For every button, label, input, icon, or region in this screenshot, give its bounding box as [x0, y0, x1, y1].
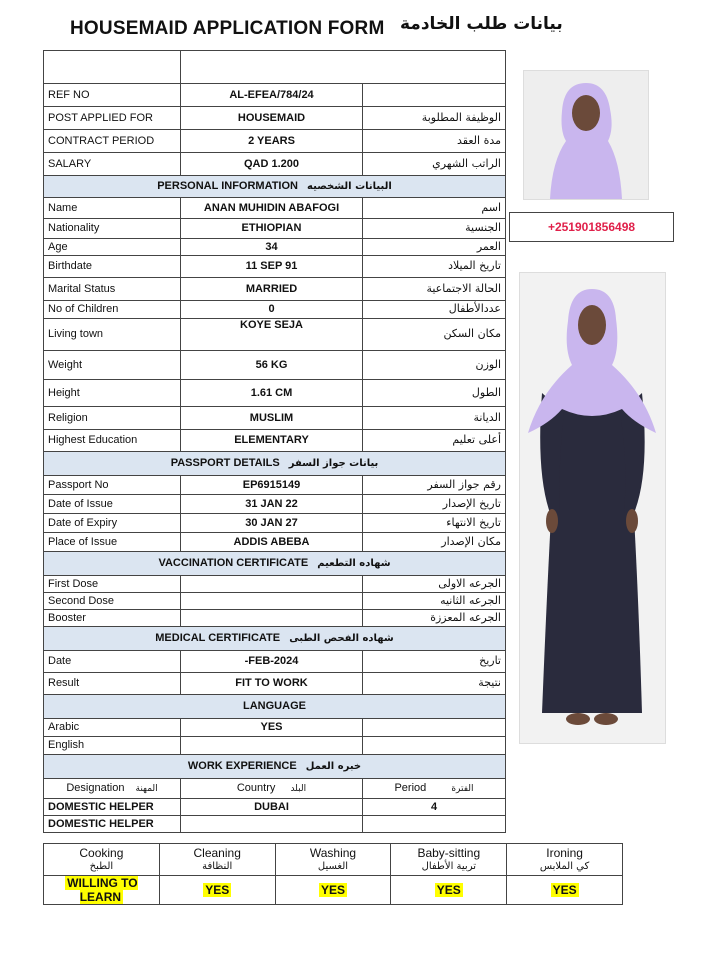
row-label-arabic: الجرعه المعززة: [363, 610, 506, 627]
personal-title: PERSONAL INFORMATION: [157, 180, 298, 193]
row-label-arabic: الجرعه الثانيه: [363, 593, 506, 610]
work-country: DUBAI: [181, 799, 363, 816]
row-value: MARRIED: [181, 278, 363, 301]
row-label: Arabic: [44, 719, 181, 737]
row-value: 1.61 CM: [181, 380, 363, 407]
skill-value: YES: [205, 883, 230, 897]
row-value: [181, 610, 363, 627]
portrait-illustration: [524, 71, 648, 199]
skill-value: YES: [436, 883, 461, 897]
salary-row: [44, 153, 506, 176]
application-form-table: [43, 50, 506, 833]
country-header: Country: [236, 782, 276, 795]
row-label: Weight: [44, 351, 181, 380]
ref-label: REF NO: [44, 84, 181, 107]
personal-row: [44, 239, 506, 256]
row-label-arabic: الديانة: [363, 407, 506, 430]
vaccination-section-header: [44, 552, 506, 576]
form-title: HOUSEMAID APPLICATION FORM: [70, 18, 385, 39]
row-label-arabic: تاريخ: [363, 651, 506, 673]
row-label-arabic: تاريخ الإصدار: [363, 495, 506, 514]
row-value: ETHIOPIAN: [181, 219, 363, 239]
row-label: Date of Issue: [44, 495, 181, 514]
passport-section-header: [44, 452, 506, 476]
row-label-arabic: الجنسية: [363, 219, 506, 239]
row-label-arabic: العمر: [363, 239, 506, 256]
row-label: Living town: [44, 319, 181, 351]
row-label: English: [44, 737, 181, 755]
personal-title-arabic: البيانات الشخصيه: [307, 181, 392, 193]
post-value: HOUSEMAID: [181, 107, 363, 130]
work-header-row: [44, 779, 506, 799]
contract-row: [44, 130, 506, 153]
passport-row: [44, 476, 506, 495]
row-label-arabic: الحالة الاجتماعية: [363, 278, 506, 301]
personal-row: [44, 319, 506, 351]
row-value: 31 JAN 22: [181, 495, 363, 514]
medical-title-arabic: شهاده الفحص الطبى: [289, 633, 394, 645]
row-label: First Dose: [44, 576, 181, 593]
skills-table: [43, 843, 623, 905]
applicant-full-body-photo: [519, 272, 666, 744]
phone-number: +251901856498: [509, 212, 674, 242]
skills-header-row: [44, 844, 623, 876]
skill-value: YES: [320, 883, 345, 897]
country-header-arabic: البلد: [290, 784, 307, 795]
salary-value: QAD 1.200: [181, 153, 363, 176]
row-value: EP6915149: [181, 476, 363, 495]
work-title-arabic: خبره العمل: [305, 761, 362, 773]
row-value: [181, 737, 363, 755]
post-label: POST APPLIED FOR: [44, 107, 181, 130]
skill-label-arabic: النظافة: [202, 860, 233, 872]
skill-label-arabic: الطبخ: [89, 860, 114, 872]
row-label: Religion: [44, 407, 181, 430]
row-label: Age: [44, 239, 181, 256]
personal-row: [44, 351, 506, 380]
row-value: [181, 576, 363, 593]
medical-row: [44, 651, 506, 673]
row-value: YES: [181, 719, 363, 737]
row-label-arabic: تاريخ الانتهاء: [363, 514, 506, 533]
skill-label-arabic: تربية الأطفال: [421, 860, 477, 872]
row-label-arabic: الجرعه الاولى: [363, 576, 506, 593]
period-header-arabic: الفترة: [451, 784, 474, 795]
skill-label: Cooking: [79, 845, 124, 860]
row-label-arabic: رقم جواز السفر: [363, 476, 506, 495]
personal-row: [44, 380, 506, 407]
skill-label: Washing: [309, 845, 357, 860]
contract-value: 2 YEARS: [181, 130, 363, 153]
language-title: LANGUAGE: [44, 695, 506, 719]
row-value: ANAN MUHIDIN ABAFOGI: [181, 198, 363, 219]
work-section-header: [44, 755, 506, 779]
skill-label-arabic: الغسيل: [317, 860, 349, 872]
work-period: [363, 816, 506, 833]
contract-label-arabic: مدة العقد: [363, 130, 506, 153]
row-label-arabic: الطول: [363, 380, 506, 407]
row-label: Highest Education: [44, 430, 181, 452]
designation-header: Designation: [66, 782, 125, 795]
row-label-arabic: تاريخ الميلاد: [363, 256, 506, 278]
vaccination-title-arabic: شهاده التطعيم: [317, 558, 391, 570]
row-label-arabic: نتيجة: [363, 673, 506, 695]
row-value: 0: [181, 301, 363, 319]
personal-row: [44, 407, 506, 430]
row-label: Birthdate: [44, 256, 181, 278]
row-value: KOYE SEJA: [181, 319, 363, 351]
ref-row: [44, 84, 506, 107]
row-label-arabic: أعلى تعليم: [363, 430, 506, 452]
personal-row: [44, 219, 506, 239]
vaccination-row: [44, 610, 506, 627]
blank-top-row: [44, 51, 506, 84]
period-header: Period: [394, 782, 427, 795]
row-label: Date of Expiry: [44, 514, 181, 533]
skills-value-row: [44, 876, 623, 905]
row-value: 30 JAN 27: [181, 514, 363, 533]
designation-header-arabic: المهنة: [135, 784, 158, 795]
row-label-arabic: اسم: [363, 198, 506, 219]
skill-label: Cleaning: [193, 845, 241, 860]
work-country: [181, 816, 363, 833]
row-value: 34: [181, 239, 363, 256]
row-label: Date: [44, 651, 181, 673]
row-label: Place of Issue: [44, 533, 181, 552]
language-section-header: [44, 695, 506, 719]
personal-row: [44, 301, 506, 319]
vaccination-row: [44, 593, 506, 610]
work-period: 4: [363, 799, 506, 816]
form-title-arabic: بيانات طلب الخادمة: [400, 14, 563, 34]
passport-title: PASSPORT DETAILS: [170, 457, 280, 470]
vaccination-row: [44, 576, 506, 593]
row-label-arabic: مكان الإصدار: [363, 533, 506, 552]
work-row: [44, 799, 506, 816]
row-value: MUSLIM: [181, 407, 363, 430]
row-label: Marital Status: [44, 278, 181, 301]
row-value: [181, 593, 363, 610]
post-label-arabic: الوظيفة المطلوبة: [363, 107, 506, 130]
row-label: Nationality: [44, 219, 181, 239]
full-body-illustration: [520, 273, 665, 743]
medical-section-header: [44, 627, 506, 651]
row-label: Passport No: [44, 476, 181, 495]
work-title: WORK EXPERIENCE: [187, 760, 297, 773]
row-label-arabic: مكان السكن: [363, 319, 506, 351]
language-row: [44, 719, 506, 737]
medical-title: MEDICAL CERTIFICATE: [155, 632, 281, 645]
work-designation: DOMESTIC HELPER: [44, 816, 181, 833]
medical-row: [44, 673, 506, 695]
passport-row: [44, 514, 506, 533]
row-label-arabic: عددالأطفال: [363, 301, 506, 319]
passport-row: [44, 533, 506, 552]
skill-value: WILLING TO LEARN: [67, 876, 138, 904]
personal-row: [44, 278, 506, 301]
skill-label: Baby-sitting: [417, 845, 481, 860]
contract-label: CONTRACT PERIOD: [44, 130, 181, 153]
ref-value: AL-EFEA/784/24: [181, 84, 363, 107]
row-label: No of Children: [44, 301, 181, 319]
row-value: ADDIS ABEBA: [181, 533, 363, 552]
work-designation: DOMESTIC HELPER: [44, 799, 181, 816]
row-value: 11 SEP 91: [181, 256, 363, 278]
skill-value: YES: [552, 883, 577, 897]
personal-row: [44, 198, 506, 219]
row-value: -FEB-2024: [181, 651, 363, 673]
language-row: [44, 737, 506, 755]
vaccination-title: VACCINATION CERTIFICATE: [158, 557, 309, 570]
salary-label-arabic: الراتب الشهري: [363, 153, 506, 176]
personal-section-header: [44, 176, 506, 198]
skill-label-arabic: كي الملابس: [539, 860, 590, 872]
row-label-arabic: الوزن: [363, 351, 506, 380]
personal-row: [44, 430, 506, 452]
row-value: FIT TO WORK: [181, 673, 363, 695]
post-row: [44, 107, 506, 130]
passport-row: [44, 495, 506, 514]
personal-row: [44, 256, 506, 278]
row-label: Result: [44, 673, 181, 695]
work-row: [44, 816, 506, 833]
row-label: Name: [44, 198, 181, 219]
row-label: Second Dose: [44, 593, 181, 610]
row-value: 56 KG: [181, 351, 363, 380]
row-value: ELEMENTARY: [181, 430, 363, 452]
row-label: Booster: [44, 610, 181, 627]
passport-title-arabic: بيانات جواز السفر: [288, 458, 379, 470]
salary-label: SALARY: [44, 153, 181, 176]
row-label: Height: [44, 380, 181, 407]
applicant-portrait-photo: [523, 70, 649, 200]
skill-label: Ironing: [546, 845, 583, 860]
